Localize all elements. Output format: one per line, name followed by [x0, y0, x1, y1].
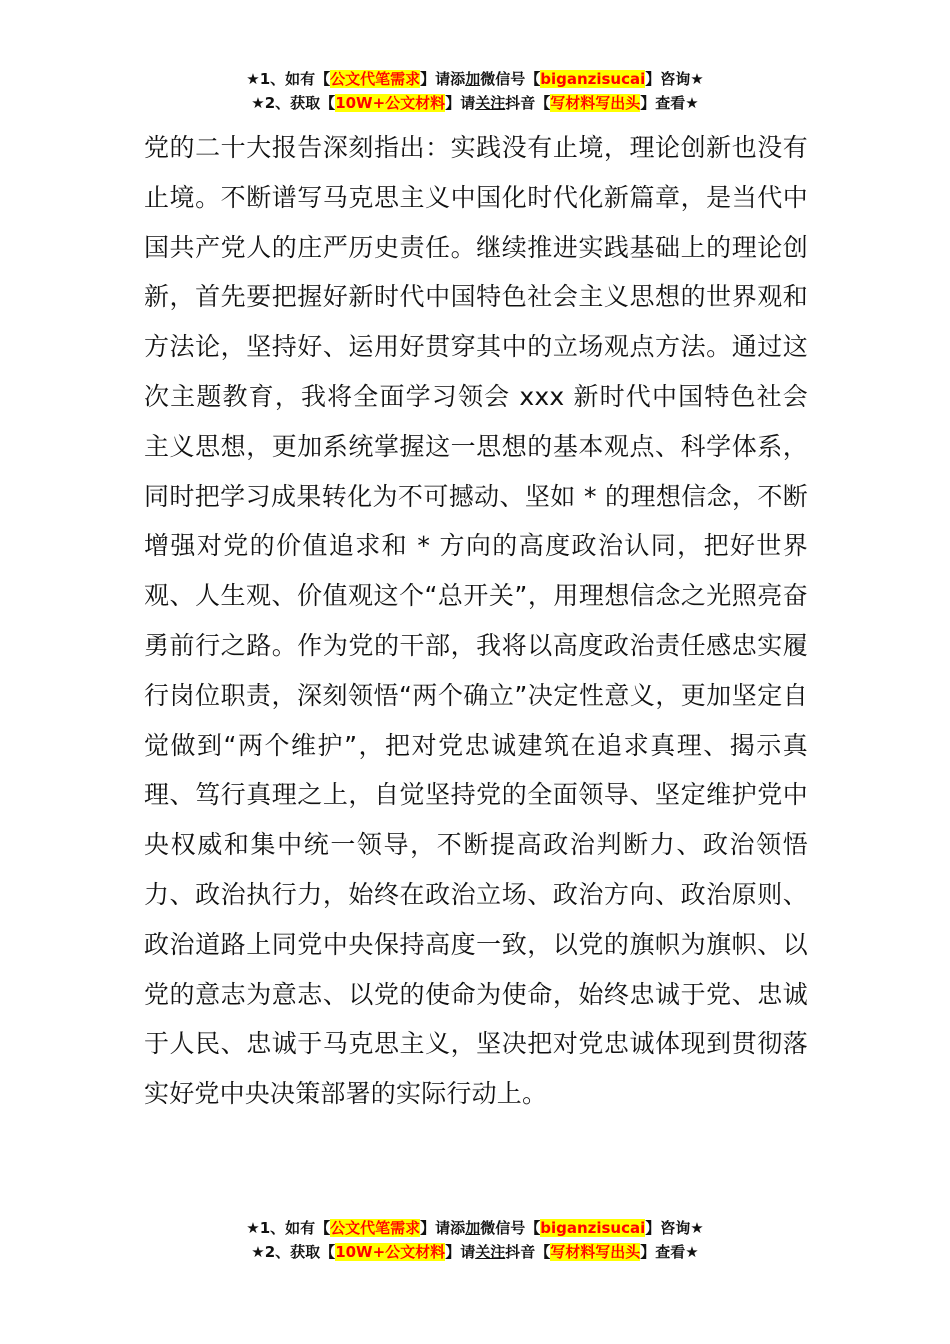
- body-paragraph: 党的二十大报告深刻指出：实践没有止境，理论创新也没有止境。不断谱写马克思主义中国化时代化新篇章，是当代中国共产党人的庄严历史责任。继续推进实践基础上的理论创新，首先要把握好新时代中国特色社会主义思想的世界观和方法论，坚持好、运用好贯穿其中的立场观点方法。通过这次主题教育，我将全面学习领会 xxx 新时代中国特色社会主义思想，更加系统掌握这一思想的基本观点、科学体系，同时把学习成果转化为不可撼动、坚如 * 的理想信念，不断增强对党的价值追求和 * 方向的高度政治认同，把好世界观、人生观、价值观这个“总开关”，用理想信念之光照亮奋勇前行之路。作为党的干部，我将以高度政治责任感忠实履行岗位职责，深刻领悟“两个确立”决定性意义，更加坚定自觉做到“两个维护”，把对党忠诚建筑在追求真理、揭示真理、笃行真理之上，自觉坚持党的全面领导、坚定维护党中央权威和集中统一领导，不断提高政治判断力、政治领悟力、政治执行力，始终在政治立场、政治方向、政治原则、政治道路上同党中央保持高度一致，以党的旗帜为旗帜、以党的意志为意志、以党的使命为使命，始终忠诚于党、忠诚于人民、忠诚于马克思主义，坚决把对党忠诚体现到贯彻落实好党中央决策部署的实际行动上。: [144, 133, 808, 1109]
- highlight-wechat-id: biganzisucai: [540, 70, 646, 88]
- highlight-materials: 10W+公文材料: [335, 94, 446, 112]
- highlight-douyin-account: 写材料写出头: [550, 1243, 641, 1261]
- header-banner: [0, 67, 950, 115]
- highlight-materials: 10W+公文材料: [335, 1243, 446, 1261]
- banner-line-2: ★2、获取【10W+公文材料】请关注抖音【写材料写出头】查看★: [251, 1243, 699, 1261]
- highlight-wechat-id: biganzisucai: [540, 1219, 646, 1237]
- banner-line-2: ★2、获取【10W+公文材料】请关注抖音【写材料写出头】查看★: [251, 94, 699, 112]
- banner-line-1: ★1、如有【公文代笔需求】请添加微信号【biganzisucai】咨询★: [246, 70, 704, 88]
- highlight-service: 公文代笔需求: [330, 1219, 421, 1237]
- highlight-service: 公文代笔需求: [330, 70, 421, 88]
- banner-line-1: ★1、如有【公文代笔需求】请添加微信号【biganzisucai】咨询★: [246, 1219, 704, 1237]
- footer-banner: [0, 1216, 950, 1264]
- highlight-douyin-account: 写材料写出头: [550, 94, 641, 112]
